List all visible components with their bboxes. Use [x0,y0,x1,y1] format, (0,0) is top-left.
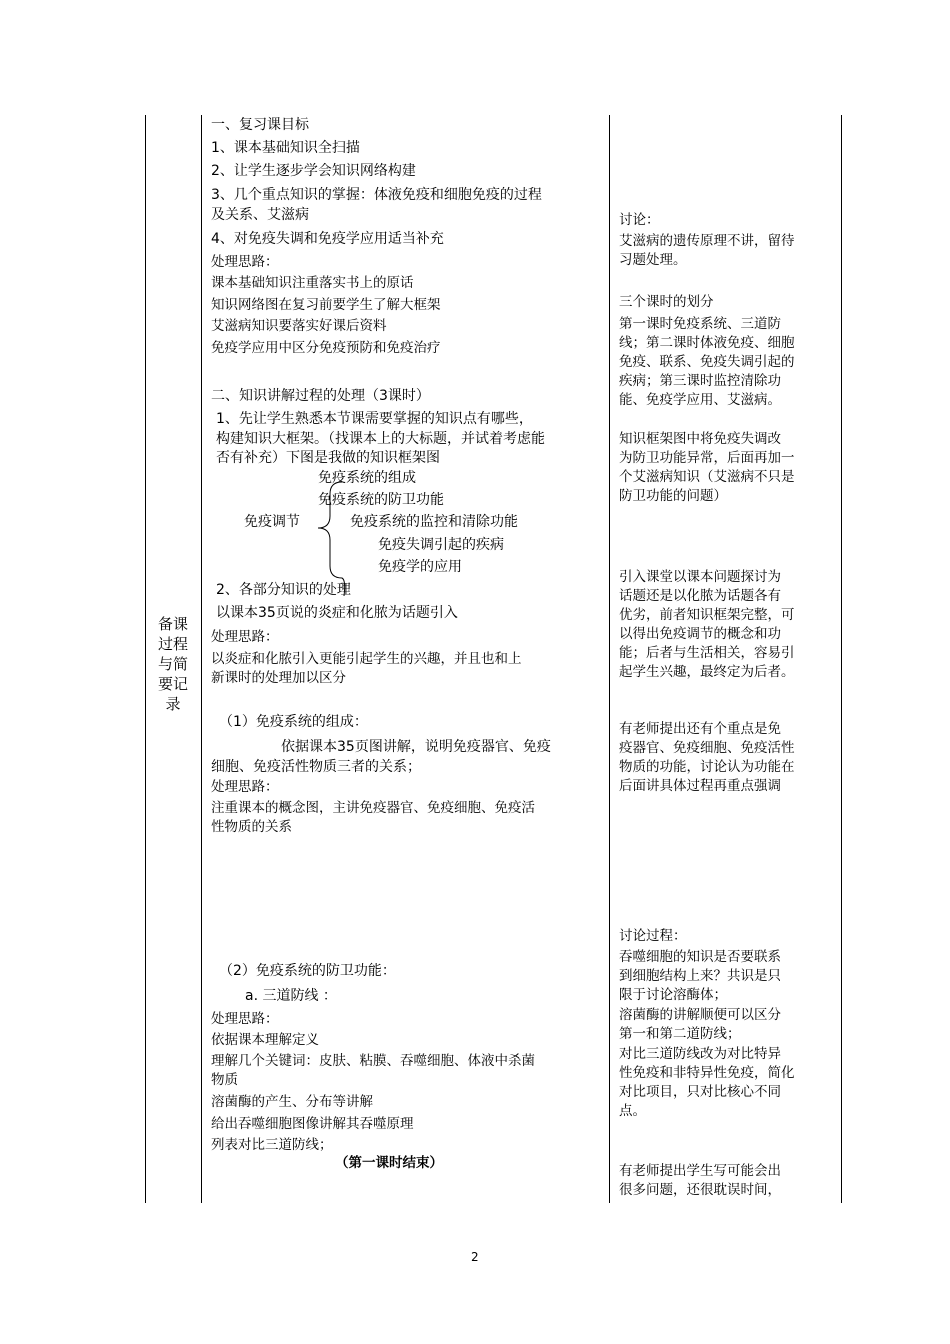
note-line: 对比三道防线改为对比特异 [619,1046,781,1062]
note-line: 知识框架图中将免疫失调改 [619,431,781,447]
subsection-1-heading: （1）免疫系统的组成： [219,714,368,730]
note-line: 点。 [619,1103,646,1119]
step-2: 2、各部分知识的处理 [216,582,351,598]
note-line: 话题还是以化脓为话题各有 [619,588,781,604]
diagram-branch: 免疫系统的防卫功能 [318,492,444,508]
section-label-line: 备课 [157,615,188,633]
approach-line: 列表对比三道防线； [211,1137,333,1153]
note-heading: 三个课时的划分 [619,294,714,310]
approach-line: 新课时的处理加以区分 [211,670,346,686]
diagram-root: 免疫调节 [244,514,300,530]
note-line: 为防卫功能异常，后面再加一 [619,450,795,466]
approach-line: 以炎症和化脓引入更能引起学生的兴趣，并且也和上 [211,651,522,667]
note-line: 限于讨论溶酶体； [619,987,727,1003]
note-line: 个艾滋病知识（艾滋病不只是 [619,469,795,485]
note-line: 性免疫和非特异性免疫，简化 [619,1065,795,1081]
approach-line: 课本基础知识注重落实书上的原话 [211,275,414,291]
approach-line: 给出吞噬细胞图像讲解其吞噬原理 [211,1116,414,1132]
approach-label: 处理思路： [211,779,279,795]
step-1-cont: 否有补充）下图是我做的知识框架图 [216,450,440,466]
note-line: 线；第二课时体液免疫、细胞 [619,335,795,351]
diagram-branch: 免疫系统的监控和清除功能 [350,514,518,530]
note-line: 很多问题，还很耽误时间， [619,1182,781,1198]
note-line: 第一和第二道防线； [619,1026,741,1042]
note-line: 后面讲具体过程再重点强调 [619,778,781,794]
note-line: 有老师提出还有个重点是免 [619,721,781,737]
note-line: 免疫、联系、免疫失调引起的 [619,354,795,370]
approach-line: 免疫学应用中区分免疫预防和免疫治疗 [211,340,441,356]
note-line: 引入课堂以课本问题探讨为 [619,569,781,585]
three-lines-item: a. 三道防线 ： [245,988,337,1004]
note-line: 第一课时免疫系统、三道防 [619,316,781,332]
note-line: 对比项目，只对比核心不同 [619,1084,781,1100]
approach-line-cont: 物质 [211,1072,238,1088]
diagram-branch: 免疫学的应用 [378,559,462,575]
table-border-middle [609,115,610,1203]
diagram-branch: 免疫系统的组成 [318,470,416,486]
note-line: 以得出免疫调节的概念和功 [619,626,781,642]
note-line: 溶菌酶的讲解顺便可以区分 [619,1007,781,1023]
section-label-line: 过程 [157,635,188,653]
subsection-1-text-cont: 细胞、免疫活性物质三者的关系； [211,759,421,775]
intro-topic: 以课本35页说的炎症和化脓为话题引入 [216,605,458,621]
note-line: 习题处理。 [619,252,687,268]
approach-line: 理解几个关键词：皮肤、粘膜、吞噬细胞、体液中杀菌 [211,1053,535,1069]
goal-item-1: 1、课本基础知识全扫描 [211,140,360,156]
goal-item-2: 2、让学生逐步学会知识网络构建 [211,163,416,179]
note-line: 优劣，前者知识框架完整，可 [619,607,795,623]
table-border-left [145,115,146,1203]
goal-item-4: 4、对免疫失调和免疫学应用适当补充 [211,231,444,247]
note-line: 艾滋病的遗传原理不讲，留待 [619,233,795,249]
step-1-cont: 构建知识大框架。（找课本上的大标题，并试着考虑能 [216,431,545,447]
note-heading: 讨论： [619,212,660,228]
note-heading: 讨论过程： [619,928,687,944]
note-line: 起学生兴趣，最终定为后者。 [619,664,795,680]
approach-line: 溶菌酶的产生、分布等讲解 [211,1094,373,1110]
note-line: 疫器官、免疫细胞、免疫活性 [619,740,795,756]
lesson-end-note: （第一课时结束） [335,1155,443,1171]
section-label-line: 录 [165,695,181,713]
note-line: 防卫功能的问题） [619,488,727,504]
approach-label: 处理思路： [211,629,279,645]
note-line: 物质的功能，讨论认为功能在 [619,759,795,775]
note-line: 吞噬细胞的知识是否要联系 [619,949,781,965]
table-border-right [841,115,842,1203]
approach-line: 艾滋病知识要落实好课后资料 [211,318,387,334]
step-1: 1、先让学生熟悉本节课需要掌握的知识点有哪些， [216,411,533,427]
section-label [155,614,191,714]
note-line: 有老师提出学生写可能会出 [619,1163,781,1179]
lecture-heading: 二、知识讲解过程的处理（3课时） [211,388,430,404]
note-line: 能、免疫学应用、艾滋病。 [619,392,781,408]
approach-line: 性物质的关系 [211,819,292,835]
approach-label: 处理思路： [211,1011,279,1027]
note-line: 能；后者与生活相关，容易引 [619,645,795,661]
note-line: 疾病；第三课时监控清除功 [619,373,781,389]
subsection-1-text: 依据课本35页图讲解，说明免疫器官、免疫 [281,739,551,755]
subsection-2-heading: （2）免疫系统的防卫功能： [219,963,396,979]
section-label-line: 要记 [157,675,188,693]
table-border-label [201,115,202,1203]
goal-item-3-cont: 及关系、艾滋病 [211,207,309,223]
approach-line: 注重课本的概念图，主讲免疫器官、免疫细胞、免疫活 [211,800,535,816]
diagram-branch: 免疫失调引起的疾病 [378,537,504,553]
approach-line: 知识网络图在复习前要学生了解大框架 [211,297,441,313]
section-label-line: 与简 [157,655,188,673]
approach-label: 处理思路： [211,254,279,270]
note-line: 到细胞结构上来？共识是只 [619,968,781,984]
goal-item-3: 3、几个重点知识的掌握：体液免疫和细胞免疫的过程 [211,187,542,203]
review-goal-heading: 一、复习课目标 [211,117,309,133]
approach-line: 依据课本理解定义 [211,1032,319,1048]
page-number: 2 [471,1250,479,1264]
